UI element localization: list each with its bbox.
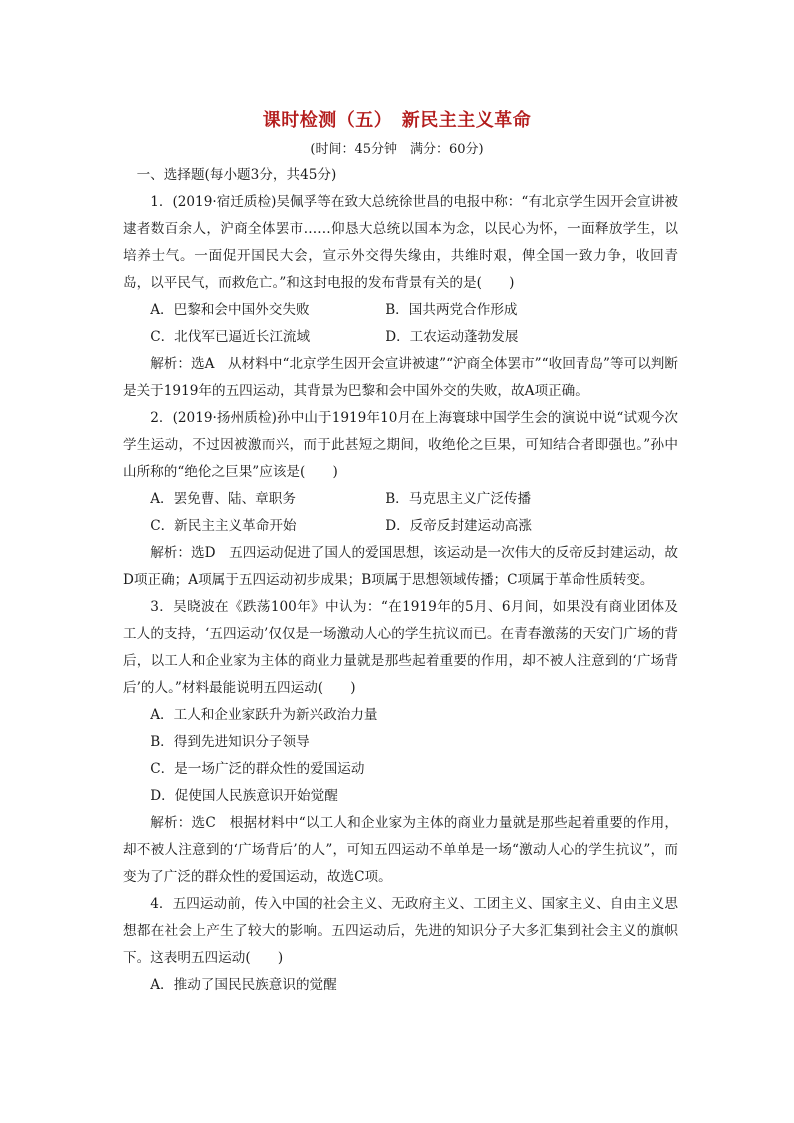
- question-4-option-a: A．推动了国民民族意识的觉醒: [150, 977, 337, 993]
- question-2-options-row-1: [123, 486, 678, 513]
- question-2-option-b: B．马克思主义广泛传播: [385, 491, 532, 507]
- document-body: [123, 162, 678, 999]
- question-3-option-d: D．促使国人民族意识开始觉醒: [150, 788, 338, 804]
- question-2-options-row-2: [123, 513, 678, 540]
- question-1-options-row-1: [123, 297, 678, 324]
- question-1-option-d: D．工农运动蓬勃发展: [385, 329, 519, 345]
- question-2-option-a: A．罢免曹、陆、章职务: [150, 491, 296, 507]
- question-1-option-b: B．国共两党合作形成: [385, 302, 518, 318]
- section-heading: 一、选择题(每小题3分，共45分): [136, 167, 337, 183]
- question-3-option-a: A．工人和企业家跃升为新兴政治力量: [150, 707, 378, 723]
- question-3-option-c: C．是一场广泛的群众性的爱国运动: [150, 761, 365, 777]
- question-2-option-c: C．新民主主义革命开始: [150, 518, 297, 534]
- question-1-option-c: C．北伐军已逼近长江流域: [150, 329, 311, 345]
- question-2-option-d: D．反帝反封建运动高涨: [385, 518, 533, 534]
- question-3-option-b: B．得到先进知识分子领导: [150, 734, 310, 750]
- question-1-options-row-2: [123, 324, 678, 351]
- exam-meta: (时间：45分钟 满分：60分): [310, 142, 484, 157]
- question-1-option-a: A．巴黎和会中国外交失败: [150, 302, 310, 318]
- question-2-analysis: 解析：选D 五四运动促进了国人的爱国思想，该运动是一次伟大的反帝反封建运动，故D项正确；A项属于五四运动初步成果；B项属于思想领域传播；C项属于革命性质转变。: [123, 545, 678, 588]
- question-2-stem: 2．(2019·扬州质检)孙中山于1919年10月在上海寰球中国学生会的演说中说“试观今次学生运动，不过因被激而兴，而于此甚短之期间，收绝伦之巨果，可知结合者即强也。”孙中山所称的“绝伦之巨果”应该是( ): [123, 410, 678, 480]
- question-1-analysis: 解析：选A 从材料中“北京学生因开会宣讲被逮”“沪商全体罢市”“收回青岛”等可以判断是关于1919年的五四运动，其背景为巴黎和会中国外交的失败，故A项正确。: [123, 356, 678, 399]
- question-3-analysis: 解析：选C 根据材料中“以工人和企业家为主体的商业力量就是那些起着重要的作用，却不被人注意到的‘广场背后’的人”，可知五四运动不单单是一场“激动人心的学生抗议”，而变为了广泛的群众性的爱国运动，故选C项。: [123, 815, 678, 885]
- question-4-stem: 4．五四运动前，传入中国的社会主义、无政府主义、工团主义、国家主义、自由主义思想都在社会上产生了较大的影响。五四运动后，先进的知识分子大多汇集到社会主义的旗帜下。这表明五四运动( ): [123, 896, 678, 966]
- question-3-stem: 3．吴晓波在《跌荡100年》中认为：“在1919年的5月、6月间，如果没有商业团体及工人的支持，‘五四运动’仅仅是一场激动人心的学生抗议而已。在青春激荡的天安门广场的背后，以工人和企业家为主体的商业力量就是那些起着重要的作用，却不被人注意到的‘广场背后’的人。”材料最能说明五四运动( ): [123, 599, 678, 696]
- page-title: 课时检测（五） 新民主主义革命: [262, 110, 532, 131]
- question-1-stem: 1．(2019·宿迁质检)吴佩孚等在致大总统徐世昌的电报中称：“有北京学生因开会宣讲被逮者数百余人，沪商全体罢市……仰恳大总统以国本为念，以民心为怀，一面释放学生，以培养士气。一面促开国民大会，宣示外交得失缘由，共维时艰，俾全国一致力争，收回青岛，以平民气，而救危亡。”和这封电报的发布背景有关的是( ): [123, 194, 678, 291]
